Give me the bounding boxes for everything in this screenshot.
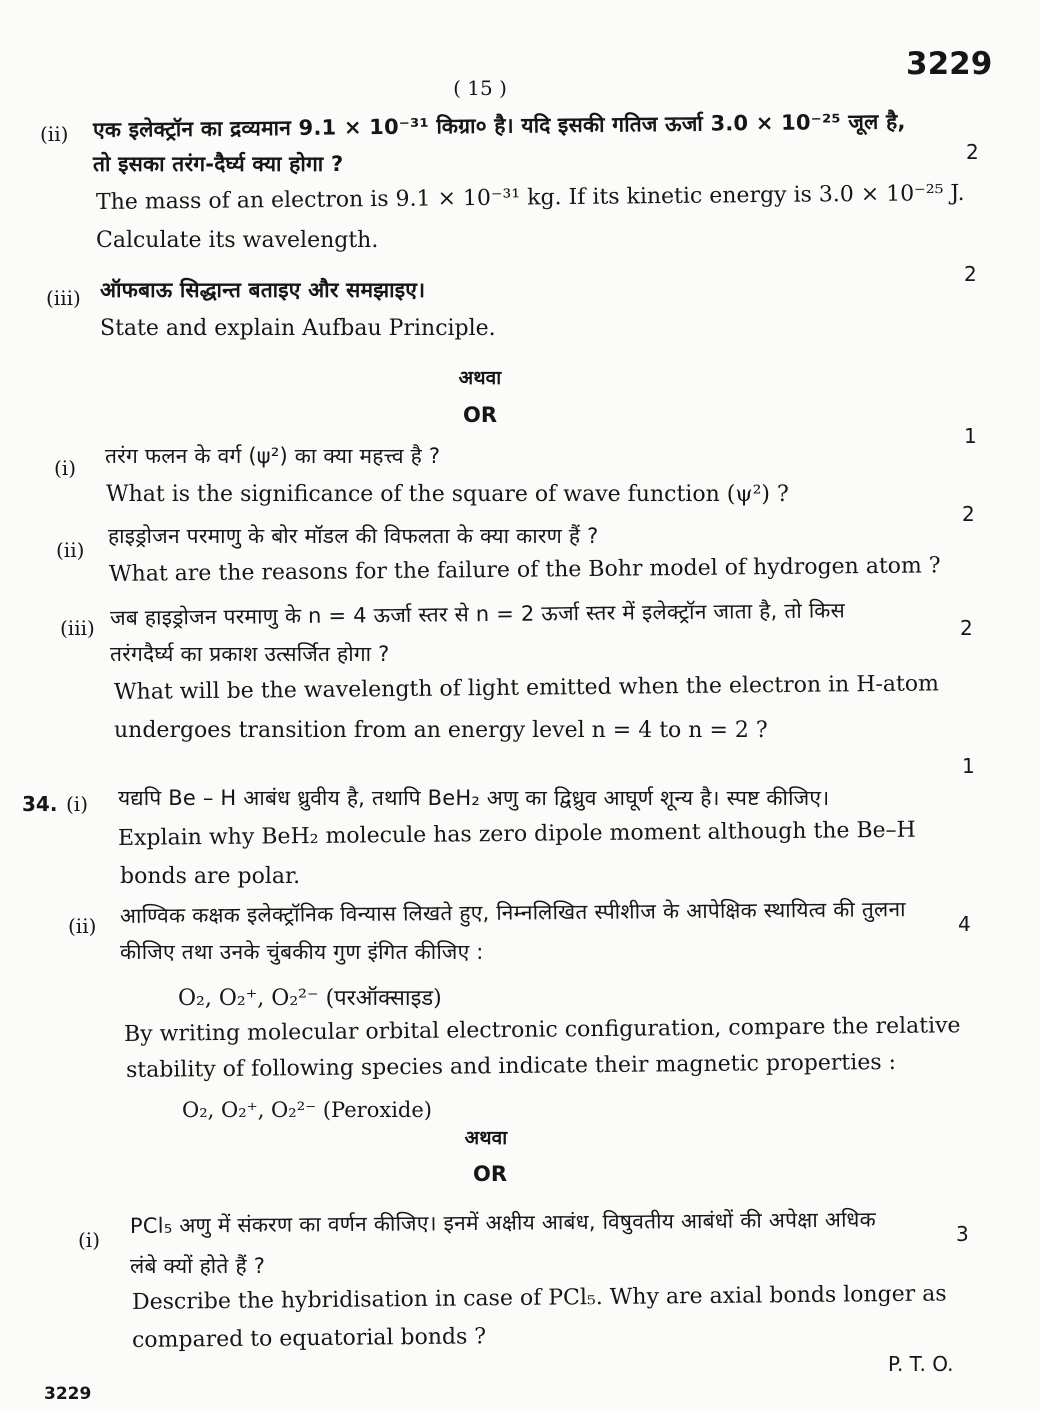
sub-label: (ii) bbox=[40, 122, 69, 146]
hindi-text: जब हाइड्रोजन परमाणु के n = 4 ऊर्जा स्तर से n = 2 ऊर्जा स्तर में इलेक्ट्रॉन जाता है, तो किस bbox=[109, 598, 846, 630]
english-text: Describe the hybridisation in case of PCl₅. Why are axial bonds longer as bbox=[131, 1281, 947, 1315]
sub-label: (iii) bbox=[60, 616, 95, 640]
english-text: What are the reasons for the failure of the Bohr model of hydrogen atom ? bbox=[108, 553, 941, 587]
english-text: What is the significance of the square of wave function (ψ²) ? bbox=[106, 482, 789, 507]
species-hindi: O₂, O₂⁺, O₂²⁻ (परऑक्साइड) bbox=[178, 986, 442, 1011]
hindi-text: PCl₅ अणु में संकरण का वर्णन कीजिए। इनमें अक्षीय आबंध, विषुवतीय आबंधों की अपेक्षा अधिक bbox=[129, 1207, 877, 1238]
english-text: What will be the wavelength of light emitted when the electron in H-atom bbox=[113, 671, 940, 705]
sub-label: (ii) bbox=[56, 538, 85, 562]
hindi-text: हाइड्रोजन परमाणु के बोर मॉडल की विफलता के क्या कारण हैं ? bbox=[108, 524, 599, 548]
hindi-text: एक इलेक्ट्रॉन का द्रव्यमान 9.1 × 10⁻³¹ किग्रा० है। यदि इसकी गतिज ऊर्जा 3.0 × 10⁻²⁵ जूल है, bbox=[92, 109, 906, 142]
page-number: ( 15 ) bbox=[453, 76, 507, 100]
hindi-text: कीजिए तथा उनके चुंबकीय गुण इंगित कीजिए : bbox=[120, 940, 484, 964]
sub-label: (iii) bbox=[46, 286, 81, 310]
hindi-text: यद्यपि Be – H आबंध ध्रुवीय है, तथापि BeH₂ अणु का द्विध्रुव आघूर्ण शून्य है। स्पष्ट कीजिए। bbox=[118, 786, 830, 810]
english-text: State and explain Aufbau Principle. bbox=[100, 316, 496, 341]
english-text: Explain why BeH₂ molecule has zero dipole moment although the Be–H bbox=[117, 817, 916, 851]
sub-label: (i) bbox=[66, 792, 89, 816]
sub-label: (i) bbox=[54, 456, 77, 480]
or-hindi: अथवा bbox=[464, 1127, 508, 1149]
hindi-text: आण्विक कक्षक इलेक्ट्रॉनिक विन्यास लिखते हुए, निम्नलिखित स्पीशीज के आपेक्षिक स्थायित्व की तुलना bbox=[119, 897, 906, 928]
hindi-text: तो इसका तरंग-दैर्घ्य क्या होगा ? bbox=[93, 152, 344, 176]
sub-label: (ii) bbox=[68, 914, 97, 938]
english-text: undergoes transition from an energy level n = 4 to n = 2 ? bbox=[114, 718, 768, 743]
hindi-text: तरंगदैर्घ्य का प्रकाश उत्सर्जित होगा ? bbox=[110, 642, 390, 666]
english-text: The mass of an electron is 9.1 × 10⁻³¹ kg. If its kinetic energy is 3.0 × 10⁻²⁵ J. bbox=[95, 180, 965, 215]
hindi-text: ऑफबाऊ सिद्धान्त बताइए और समझाइए। bbox=[100, 278, 426, 302]
hindi-text: लंबे क्यों होते हैं ? bbox=[130, 1254, 266, 1278]
marks: 2 bbox=[962, 502, 975, 526]
paper-code-footer: 3229 bbox=[44, 1384, 92, 1404]
or-english: OR bbox=[462, 403, 498, 427]
pto: P. T. O. bbox=[888, 1352, 954, 1376]
or-hindi: अथवा bbox=[458, 367, 502, 389]
english-text: Calculate its wavelength. bbox=[96, 228, 379, 253]
marks: 1 bbox=[964, 424, 977, 448]
marks: 2 bbox=[966, 140, 979, 164]
hindi-text: तरंग फलन के वर्ग (ψ²) का क्या महत्त्व है ? bbox=[105, 444, 441, 468]
english-text: stability of following species and indicate their magnetic properties : bbox=[125, 1049, 897, 1083]
sub-label: (i) bbox=[78, 1228, 101, 1252]
english-text: compared to equatorial bonds ? bbox=[131, 1324, 487, 1353]
marks: 2 bbox=[964, 262, 977, 286]
paper-code-header: 3229 bbox=[906, 46, 993, 82]
or-english: OR bbox=[472, 1162, 508, 1186]
marks: 3 bbox=[956, 1222, 969, 1246]
marks: 1 bbox=[962, 754, 975, 778]
species-english: O₂, O₂⁺, O₂²⁻ (Peroxide) bbox=[182, 1098, 432, 1122]
english-text: bonds are polar. bbox=[120, 864, 301, 889]
marks: 4 bbox=[958, 912, 971, 936]
question-number: 34. bbox=[22, 792, 58, 816]
marks: 2 bbox=[960, 616, 973, 640]
english-text: By writing molecular orbital electronic configuration, compare the relative bbox=[123, 1013, 961, 1047]
